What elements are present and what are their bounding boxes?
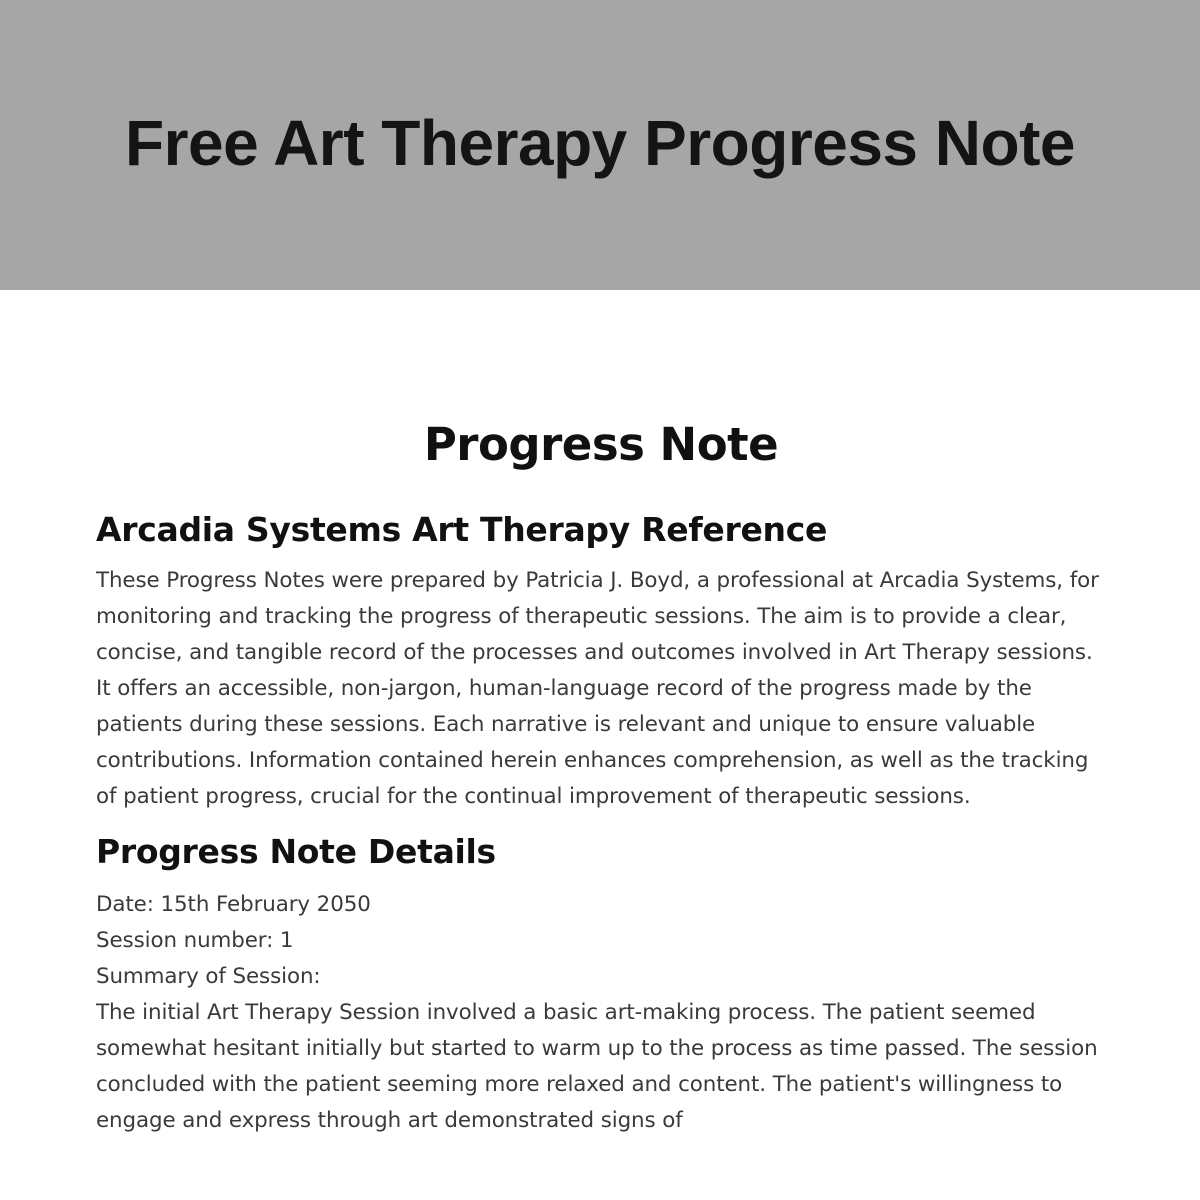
reference-paragraph: These Progress Notes were prepared by Patricia J. Boyd, a professional at Arcadia Systems, for monitoring and tracking the progress of therapeutic sessions. The aim is to provide a clear, concise, and tangible record of the processes and outcomes involved in Art Therapy sessions. It offers an accessible, non-jargon, human-language record of the progress made by the patients during these sessions. Each narrative is relevant and unique to ensure valuable contributions. Information contained herein enhances comprehension, as well as the tracking of patient progress, crucial for the continual improvement of therapeutic sessions. <box>96 568 1099 809</box>
summary-text: The initial Art Therapy Session involved a basic art-making process. The patient seemed somewhat hesitant initially but started to warm up to the process as time passed. The session concluded with the patient seeming more relaxed and content. The patient's willingness to engage and express through art demonstrated signs of <box>96 1000 1098 1133</box>
reference-heading: Arcadia Systems Art Therapy Reference <box>96 510 828 549</box>
document-body <box>96 415 1106 1139</box>
summary-label: Summary of Session: <box>96 964 321 989</box>
details-list <box>96 887 1106 1139</box>
reference-section <box>96 506 1106 815</box>
banner-title: Free Art Therapy Progress Note <box>124 107 1076 179</box>
document-title: Progress Note <box>423 418 779 471</box>
session-date: Date: 15th February 2050 <box>96 892 371 917</box>
details-section <box>96 825 1106 1139</box>
session-number: Session number: 1 <box>96 928 294 953</box>
details-heading: Progress Note Details <box>96 832 496 871</box>
header-banner <box>0 0 1200 290</box>
